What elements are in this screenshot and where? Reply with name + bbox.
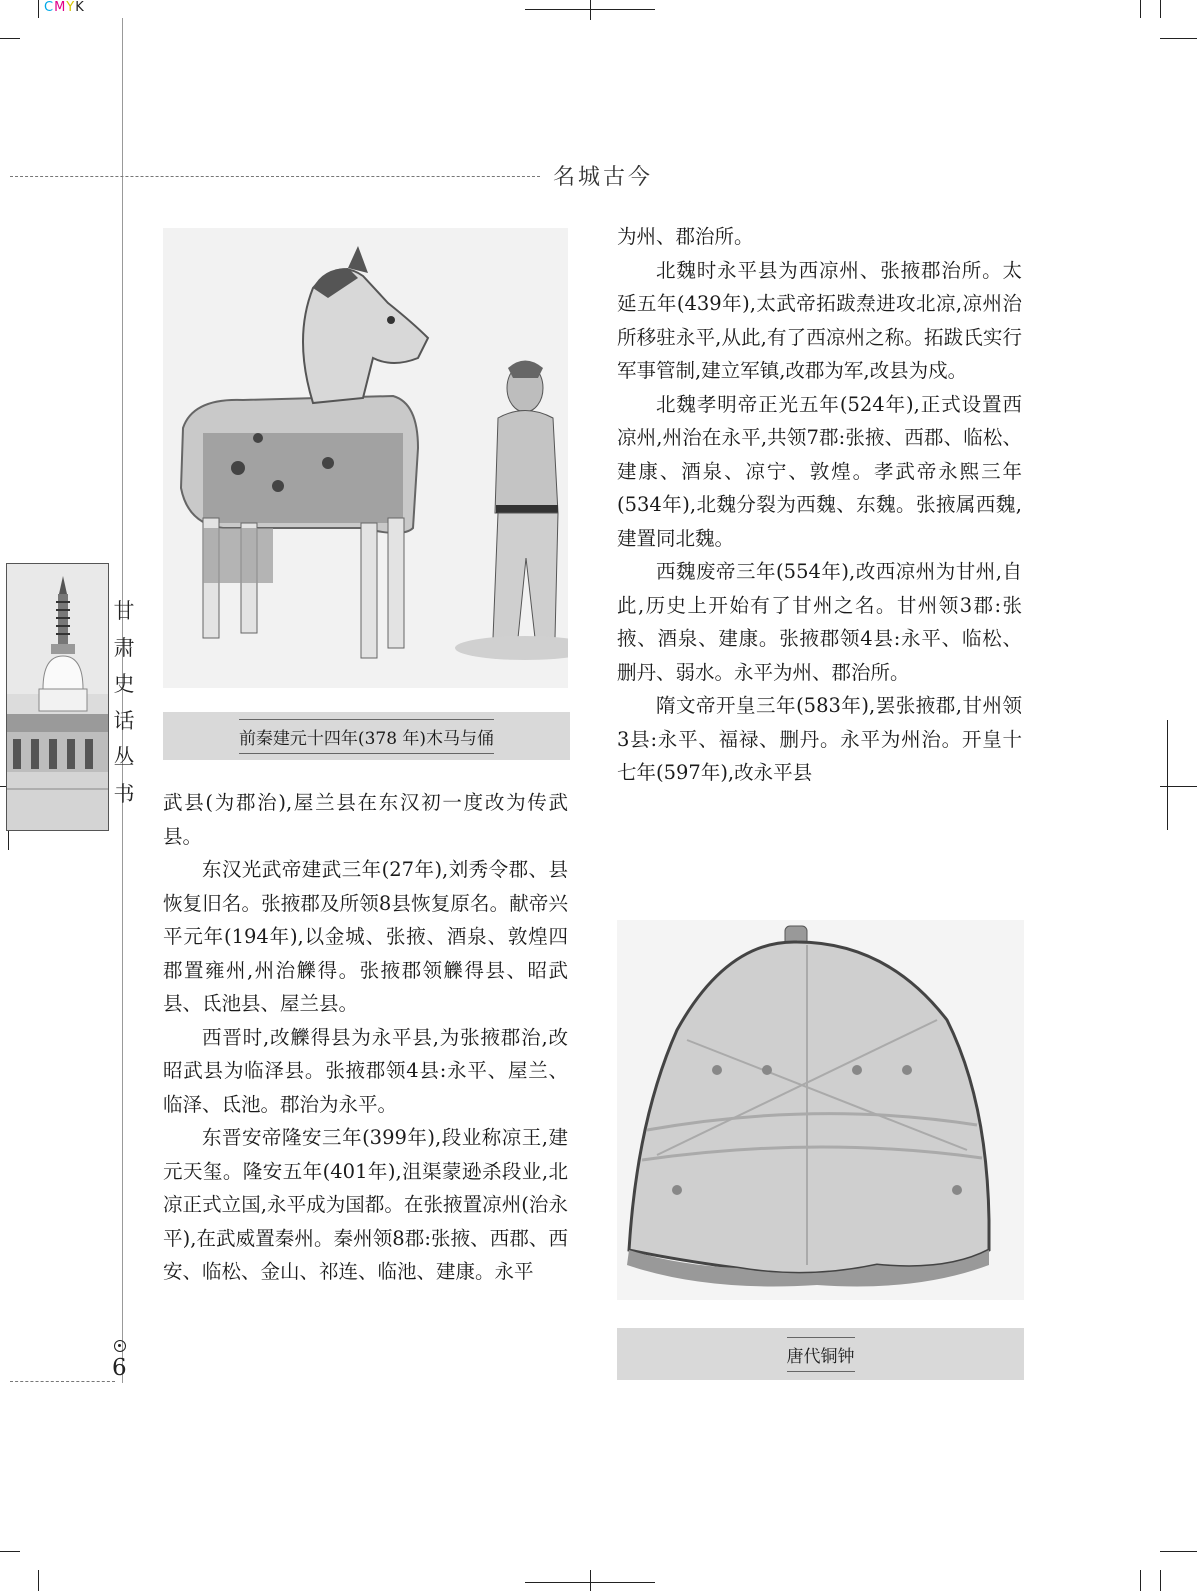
white-pagoda-icon xyxy=(7,564,108,830)
paragraph: 北魏孝明帝正光五年(524年),正式设置西凉州,州治在永平,共领7郡:张掖、西郡、临松、建康、酒泉、凉宁、敦煌。孝武帝永熙三年(534年),北魏分裂为西魏、东魏。张掖属西魏,建置同北魏。 xyxy=(617,392,1022,550)
series-title-char: 书 xyxy=(113,781,135,806)
paragraph: 北魏时永平县为西凉州、张掖郡治所。太延五年(439年),太武帝拓跋焘进攻北凉,凉州治所移驻永平,从此,有了西凉州之称。拓跋氏实行军事管制,建立军镇,改郡为军,改县为戍。 xyxy=(617,258,1022,382)
wooden-horse-and-figurine-icon xyxy=(163,228,568,688)
figure-caption: 唐代铜钟 xyxy=(787,1337,855,1372)
cmyk-k: K xyxy=(75,0,85,15)
crop-mark xyxy=(0,1551,20,1552)
paragraph: 东晋安帝隆安三年(399年),段业称凉王,建元天玺。隆安五年(401年),沮渠蒙逊杀段业,北凉正式立国,永平成为国都。在张掖置凉州(治永平),在武威置秦州。秦州领8郡:张掖、西郡、西安、临松、金山、祁连、临池、建康。永平 xyxy=(163,1126,568,1283)
paragraph: 西魏废帝三年(554年),改西凉州为甘州,自此,历史上开始有了甘州之名。甘州领3郡:张掖、酒泉、建康。张掖郡领4县:永平、临松、删丹、弱水。永平为州、郡治所。 xyxy=(617,560,1022,684)
crop-mark xyxy=(1160,1551,1197,1552)
header-dashed-rule xyxy=(10,176,540,177)
crop-mark xyxy=(38,0,39,18)
page-ornament-icon xyxy=(114,1340,126,1352)
series-title-char: 肃 xyxy=(113,635,135,660)
left-text-column xyxy=(163,786,568,1289)
cmyk-c: C xyxy=(44,0,55,15)
running-title: 名城古今 xyxy=(553,165,654,190)
figure-bell-photo xyxy=(617,920,1024,1300)
bronze-bell-icon xyxy=(617,920,1024,1300)
paragraph: 东汉光武帝建武三年(27年),刘秀令郡、县恢复旧名。张掖郡及所领8县恢复原名。献帝兴平元年(194年),以金城、张掖、酒泉、敦煌四郡置雍州,州治觻得。张掖郡领觻得县、昭武县、氐池县、屋兰县。 xyxy=(163,858,568,1015)
registration-mark xyxy=(590,0,591,20)
cmyk-color-bar xyxy=(44,0,85,15)
series-title-char: 甘 xyxy=(113,599,135,623)
right-text-column xyxy=(617,220,1022,790)
crop-mark xyxy=(0,38,20,39)
figure-caption-box xyxy=(163,712,570,760)
page-number: 6 xyxy=(112,1355,127,1381)
paragraph: 隋文帝开皇三年(583年),罢张掖郡,甘州领3县:永平、福禄、删丹。永平为州治。开皇十七年(597年),改永平县 xyxy=(617,694,1022,784)
registration-mark xyxy=(1160,786,1197,787)
crop-mark xyxy=(1160,0,1161,18)
crop-mark xyxy=(1140,1570,1141,1591)
registration-mark xyxy=(1167,720,1168,830)
registration-mark xyxy=(590,1570,591,1591)
series-title-char: 史 xyxy=(113,672,135,696)
figure-caption: 前秦建元十四年(378 年)木马与俑 xyxy=(239,719,494,754)
crop-mark xyxy=(1160,1570,1161,1591)
pagoda-photo xyxy=(6,563,109,831)
series-title-vertical xyxy=(112,593,136,812)
figure-horse-photo xyxy=(163,228,568,688)
crop-mark xyxy=(1140,0,1141,18)
series-title-char: 话 xyxy=(113,708,135,733)
crop-mark xyxy=(38,1570,39,1591)
paragraph: 武县(为郡治),屋兰县在东汉初一度改为传武县。 xyxy=(163,791,568,848)
figure-caption-box xyxy=(617,1328,1024,1380)
paragraph: 西晋时,改觻得县为永平县,为张掖郡治,改昭武县为临泽县。张掖郡领4县:永平、屋兰、临泽、氐池。郡治为永平。 xyxy=(163,1025,568,1116)
series-title-char: 丛 xyxy=(113,745,135,769)
crop-mark xyxy=(1160,38,1197,39)
cmyk-y: Y xyxy=(66,0,76,15)
paragraph: 为州、郡治所。 xyxy=(617,225,754,248)
footer-dashed-rule xyxy=(10,1381,115,1382)
cmyk-m: M xyxy=(54,0,67,15)
